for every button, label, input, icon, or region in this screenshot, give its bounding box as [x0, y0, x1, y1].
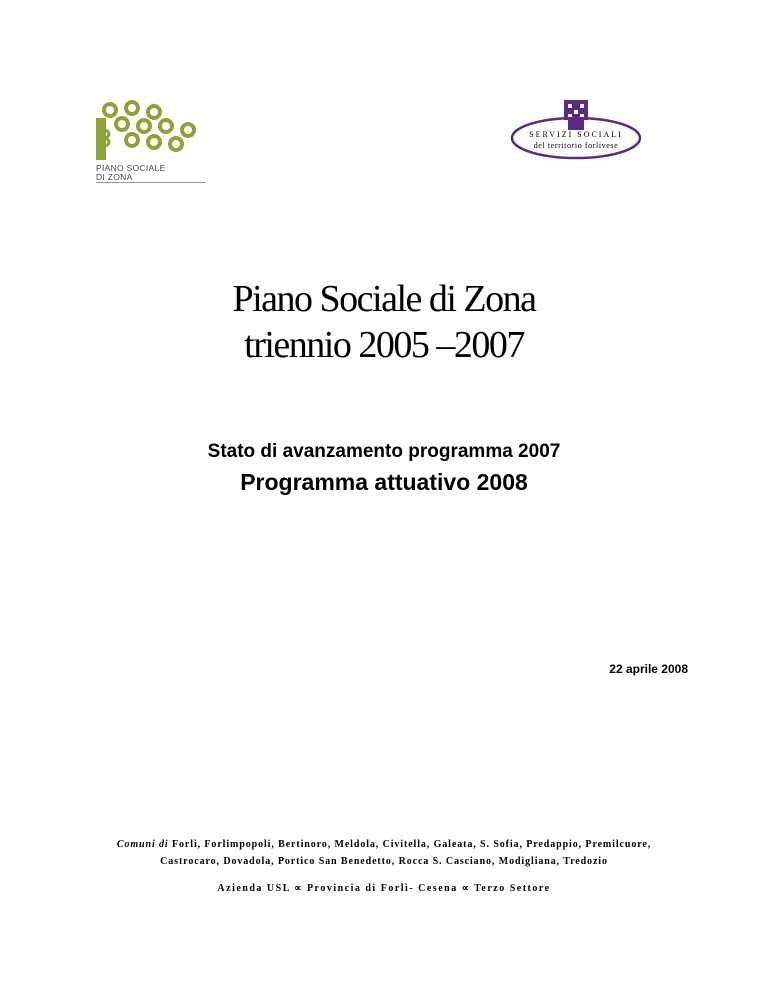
- title-line2: triennio 2005 –2007: [244, 324, 524, 366]
- footer-comuni-line2: Castrocaro, Dovadola, Portico San Benedetto, Rocca S. Casciano, Modigliana, Tredozio: [160, 856, 608, 867]
- piano-sociale-logo-graphic: [92, 100, 208, 166]
- piano-sociale-logo: [92, 100, 208, 186]
- title-line1: Piano Sociale di Zona: [232, 278, 536, 320]
- piano-sociale-logo-text: [96, 164, 166, 182]
- comuni-prefix: Comuni di: [116, 839, 169, 850]
- subtitle-programma-attuativo: Programma attuativo 2008: [240, 469, 528, 495]
- subtitle-stato-avanzamento: Stato di avanzamento programma 2007: [207, 441, 561, 462]
- document-date: 22 aprile 2008: [609, 662, 688, 676]
- servizi-sociali-logo: [508, 96, 644, 162]
- comuni-list-1: Forlì, Forlimpopoli, Bertinoro, Meldola, Civitella, Galeata, S. Sofia, Predappio, Premilcuore,: [172, 839, 652, 850]
- footer-comuni-line1: [0, 836, 768, 853]
- territorio-forlivese-text: del territorio forlivese: [533, 141, 619, 150]
- document-title: [0, 276, 768, 368]
- servizi-sociali-logo-graphic: [508, 96, 644, 162]
- servizi-sociali-text: SERVIZI SOCIALI: [529, 130, 623, 139]
- logo-left-line2: DI ZONA: [96, 172, 133, 182]
- logo-left-underline: [96, 182, 206, 183]
- logo-left-line1: PIANO SOCIALE: [96, 163, 166, 173]
- footer-azienda: Azienda USL ∝ Provincia di Forlì- Cesena ∝ Terzo Settore: [217, 883, 551, 894]
- footer-comuni: [0, 836, 768, 870]
